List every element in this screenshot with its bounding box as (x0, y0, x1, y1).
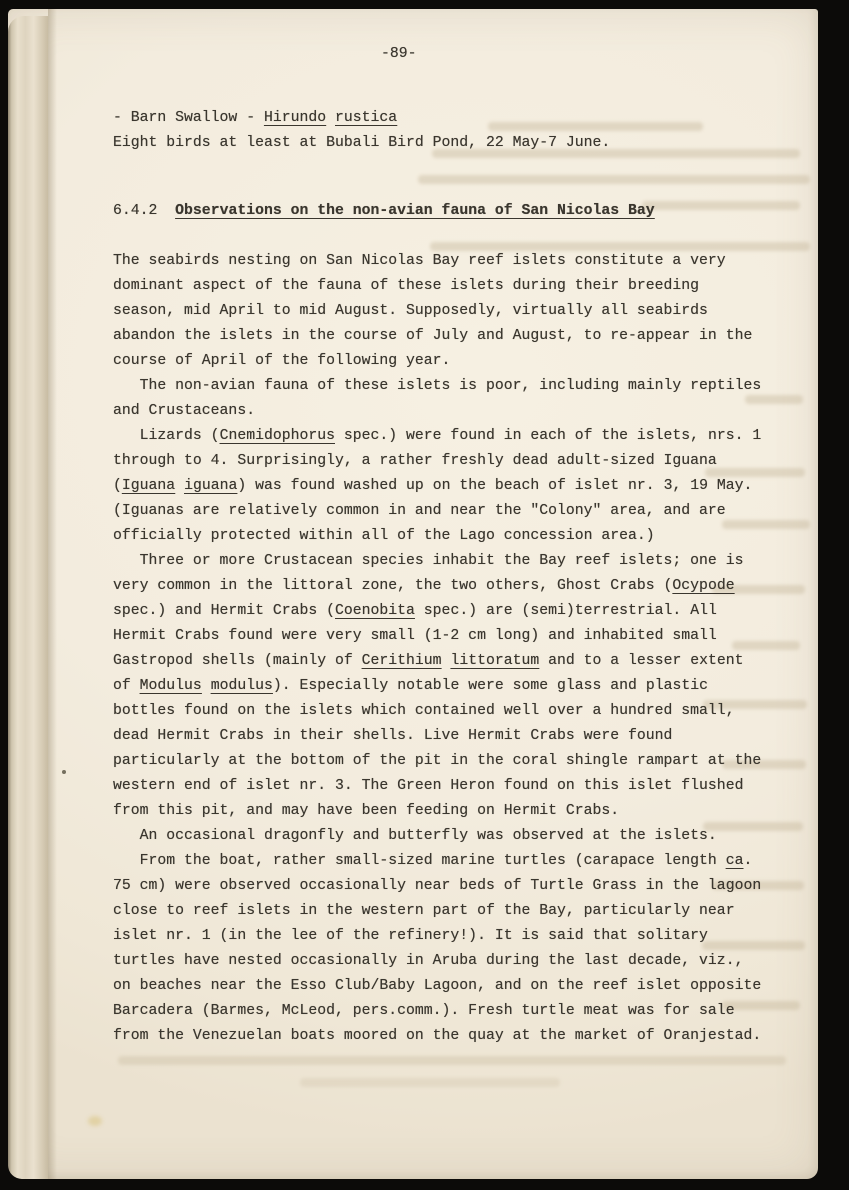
text-line (113, 249, 761, 274)
text-segment: 6.4.2 (113, 203, 176, 219)
text-segment: ca (725, 853, 744, 869)
block-pagenum (381, 42, 761, 67)
text-segment: dead Hermit Crabs in their shells. Live Hermit Crabs were found (113, 728, 673, 744)
text-segment: Gastropod shells (mainly of (113, 653, 362, 669)
text-line (113, 774, 761, 799)
text-segment: of (113, 678, 140, 694)
text-line (113, 849, 761, 874)
text-segment: spec.) were found in each of the islets, nrs. 1 (335, 428, 762, 444)
text-segment: ) was found washed up on the beach of islet nr. 3, 19 May. (237, 478, 753, 494)
text-segment: islet nr. 1 (in the lee of the refinery!). It is said that solitary (113, 928, 708, 944)
text-segment: course of April of the following year. (113, 353, 451, 369)
text-line (113, 349, 761, 374)
text-line (113, 724, 761, 749)
text-segment: ). Especially notable were some glass and plastic (272, 678, 708, 694)
text-line (113, 106, 761, 131)
text-segment: officially protected within all of the Lago concession area.) (113, 528, 655, 544)
text-line (113, 424, 761, 449)
paper-stain (88, 1116, 102, 1126)
text-line (113, 799, 761, 824)
text-segment: Eight birds at least at Bubali Bird Pond, 22 May-7 June. (113, 135, 611, 151)
text-segment: An occasional dragonfly and butterfly was observed at the islets. (113, 828, 717, 844)
text-segment: turtles have nested occasionally in Aruba during the last decade, viz., (113, 953, 744, 969)
text-line (113, 1024, 761, 1049)
text-line (113, 649, 761, 674)
text-line (113, 674, 761, 699)
text-segment (175, 478, 184, 494)
text-line (113, 399, 761, 424)
text-segment: -89- (381, 46, 417, 62)
text-segment: dominant aspect of the fauna of these islets during their breeding (113, 278, 700, 294)
text-segment: and Crustaceans. (113, 403, 256, 419)
text-segment: bottles found on the islets which contained well over a hundred small, (113, 703, 735, 719)
text-line (113, 131, 761, 156)
text-line (113, 274, 761, 299)
bleedthrough-ghost-text (300, 1078, 560, 1087)
text-segment: littoratum (450, 653, 540, 669)
page-crease-shadow (48, 9, 57, 1179)
text-segment: Lizards ( (113, 428, 220, 444)
text-segment: from the Venezuelan boats moored on the quay at the market of Oranjestad. (113, 1028, 762, 1044)
ink-speck (62, 770, 66, 774)
text-segment: Hermit Crabs found were very small (1-2 cm long) and inhabited small (113, 628, 717, 644)
text-line (113, 874, 761, 899)
text-segment: from this pit, and may have been feeding on Hermit Crabs. (113, 803, 620, 819)
text-segment: and to a lesser extent (539, 653, 744, 669)
text-line (113, 499, 761, 524)
text-line (113, 574, 761, 599)
text-segment: season, mid April to mid August. Supposedly, virtually all seabirds (113, 303, 708, 319)
text-segment: . (743, 853, 753, 869)
text-column (113, 42, 761, 1049)
text-segment (326, 110, 335, 126)
text-segment: Ocypode (672, 578, 735, 594)
text-line (113, 599, 761, 624)
text-line (113, 824, 761, 849)
text-segment: Coenobita (335, 603, 415, 619)
text-line (113, 924, 761, 949)
text-segment: Observations on the non-avian fauna of San Nicolas Bay (175, 203, 655, 219)
text-segment: Cerithium (361, 653, 442, 669)
bleedthrough-ghost-text (118, 1056, 786, 1065)
text-line (113, 949, 761, 974)
text-line (113, 974, 761, 999)
text-segment: - Barn Swallow - (113, 110, 264, 126)
text-segment: From the boat, rather small-sized marine turtles (carapace length (113, 853, 726, 869)
text-segment: western end of islet nr. 3. The Green Heron found on this islet flushed (113, 778, 744, 794)
text-line (113, 549, 761, 574)
text-line (113, 374, 761, 399)
text-line (113, 524, 761, 549)
text-line (113, 899, 761, 924)
text-segment: through to 4. Surprisingly, a rather freshly dead adult-sized Iguana (113, 453, 717, 469)
text-line (113, 699, 761, 724)
text-segment: iguana (184, 478, 238, 494)
text-segment: Iguana (121, 478, 176, 494)
text-segment: spec.) are (semi)terrestrial. All (414, 603, 717, 619)
text-line (113, 324, 761, 349)
text-segment: very common in the littoral zone, the two others, Ghost Crabs ( (113, 578, 673, 594)
text-line (113, 624, 761, 649)
text-segment (202, 678, 211, 694)
text-segment: The non-avian fauna of these islets is poor, including mainly reptiles (113, 378, 762, 394)
text-segment: close to reef islets in the western part of the Bay, particularly near (113, 903, 735, 919)
text-segment: particularly at the bottom of the pit in the coral shingle rampart at the (113, 753, 762, 769)
text-segment: Modulus (139, 678, 202, 694)
text-segment: rustica (335, 110, 398, 126)
text-segment: Cnemidophorus (219, 428, 335, 444)
text-line (113, 749, 761, 774)
text-segment: 75 cm) were observed occasionally near beds of Turtle Grass in the lagoon (113, 878, 762, 894)
text-line (113, 299, 761, 324)
text-line (113, 449, 761, 474)
book-spine-page-edges (8, 16, 48, 1179)
text-segment: The seabirds nesting on San Nicolas Bay reef islets constitute a very (113, 253, 726, 269)
text-segment: (Iguanas are relatively common in and near the "Colony" area, and are (113, 503, 726, 519)
text-segment: modulus (210, 678, 273, 694)
text-line (381, 42, 761, 67)
block-intro (113, 106, 761, 156)
text-line (113, 474, 761, 499)
block-body (113, 249, 761, 1049)
block-heading (113, 199, 761, 224)
text-line (113, 999, 761, 1024)
text-line (113, 199, 761, 224)
text-segment: Three or more Crustacean species inhabit the Bay reef islets; one is (113, 553, 744, 569)
text-segment: on beaches near the Esso Club/Baby Lagoon, and on the reef islet opposite (113, 978, 762, 994)
text-segment: ( (113, 478, 122, 494)
text-segment: Barcadera (Barmes, McLeod, pers.comm.). Fresh turtle meat was for sale (113, 1003, 735, 1019)
text-segment: Hirundo (263, 110, 327, 126)
text-segment: spec.) and Hermit Crabs ( (113, 603, 335, 619)
text-segment: abandon the islets in the course of July and August, to re-appear in the (113, 328, 753, 344)
